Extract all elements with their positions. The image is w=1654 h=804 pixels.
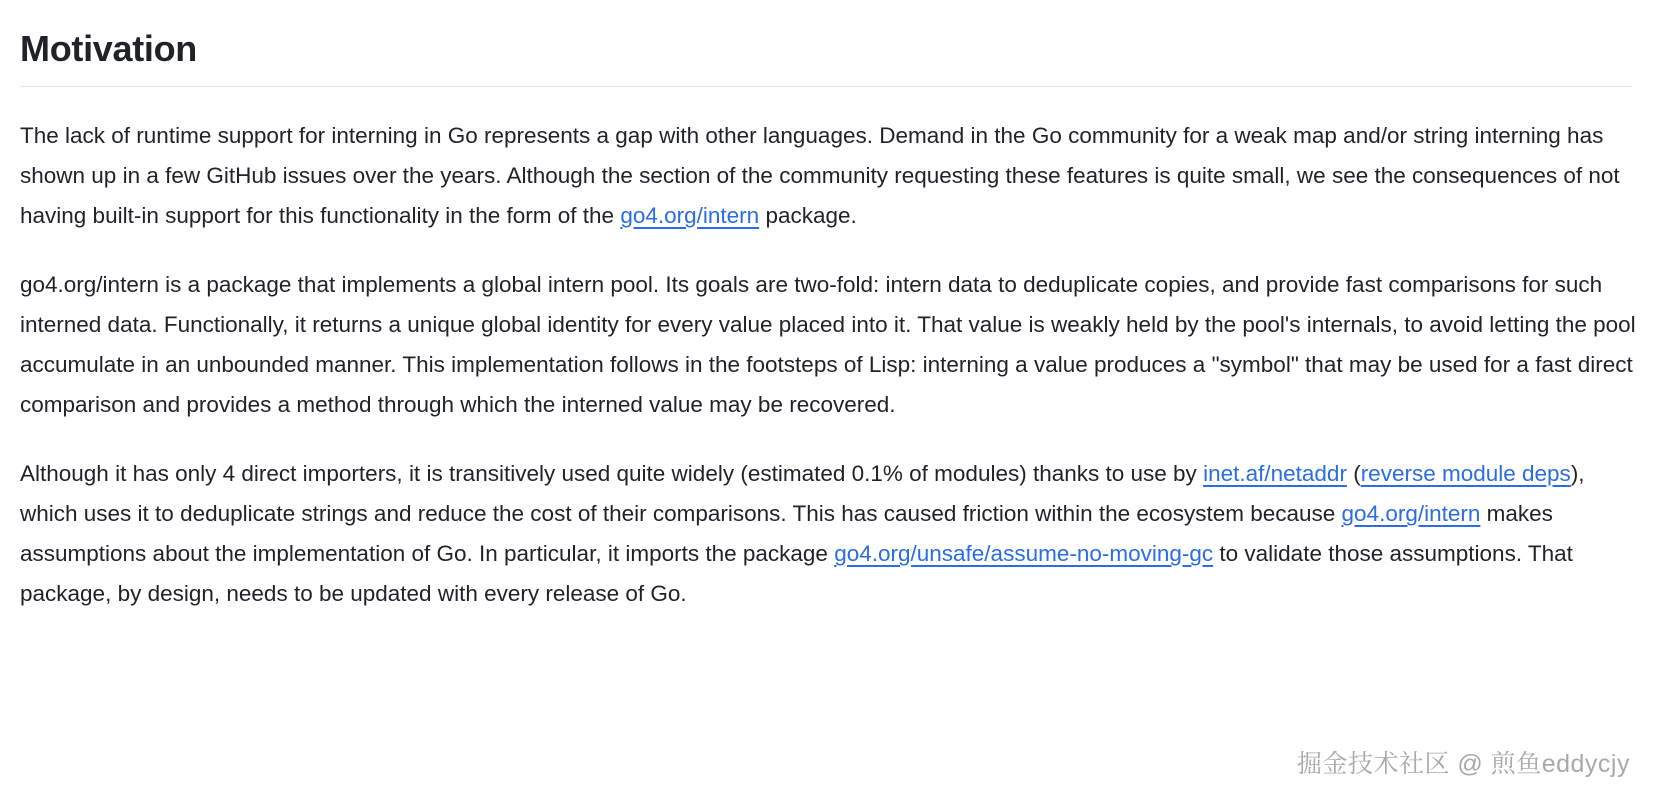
paragraph-3-text-2: ( — [1346, 461, 1361, 486]
section-heading: Motivation — [20, 26, 1632, 87]
paragraph-3-text-3: ), which uses it to deduplicate strings and reduce the cost of their comparisons. This has caused friction within the ecosystem because — [20, 461, 1585, 526]
paragraph-3-text-5: to validate those assumptions. That package, by design, needs to be updated with every release of Go. — [20, 541, 1573, 606]
link-go4-org-intern-2[interactable]: go4.org/intern — [1341, 501, 1481, 526]
paragraph-1-text-end: package. — [759, 203, 857, 228]
paragraph-3-text-4: makes assumptions about the implementation of Go. In particular, it imports the package — [20, 501, 1553, 566]
paragraph-1-text: The lack of runtime support for interning in Go represents a gap with other languages. Demand in the Go community for a weak map and/or string interning has shown up in a few GitHub issues over the years. Although the section of the community requesting these features is quite small, we see the consequences of not having built-in support for this functionality in the form of the — [20, 123, 1620, 228]
paragraph-2 — [20, 265, 1636, 425]
link-go4-org-unsafe-assume-no-moving-gc[interactable]: go4.org/unsafe/assume-no-moving-gc — [834, 541, 1214, 566]
document-body — [20, 116, 1636, 614]
link-reverse-module-deps[interactable]: reverse module deps — [1360, 461, 1571, 486]
paragraph-3-text-1: Although it has only 4 direct importers, it is transitively used quite widely (estimated 0.1% of modules) thanks to use by — [20, 461, 1204, 486]
paragraph-3 — [20, 454, 1636, 614]
watermark: 掘金技术社区 @ 煎鱼eddycjy — [1296, 750, 1630, 778]
paragraph-2-text: go4.org/intern is a package that implements a global intern pool. Its goals are two-fold: intern data to deduplicate copies, and provide fast comparisons for such interned data. Functionally, it returns a unique global identity for every value placed into it. That value is weakly held by the pool's internals, to avoid letting the pool accumulate in an unbounded manner. This implementation follows in the footsteps of Lisp: interning a value produces a "symbol" that may be used for a fast direct comparison and provides a method through which the interned value may be recovered. — [20, 272, 1636, 417]
link-go4-org-intern[interactable]: go4.org/intern — [620, 203, 760, 228]
paragraph-1 — [20, 116, 1636, 236]
link-inet-af-netaddr[interactable]: inet.af/netaddr — [1203, 461, 1347, 486]
